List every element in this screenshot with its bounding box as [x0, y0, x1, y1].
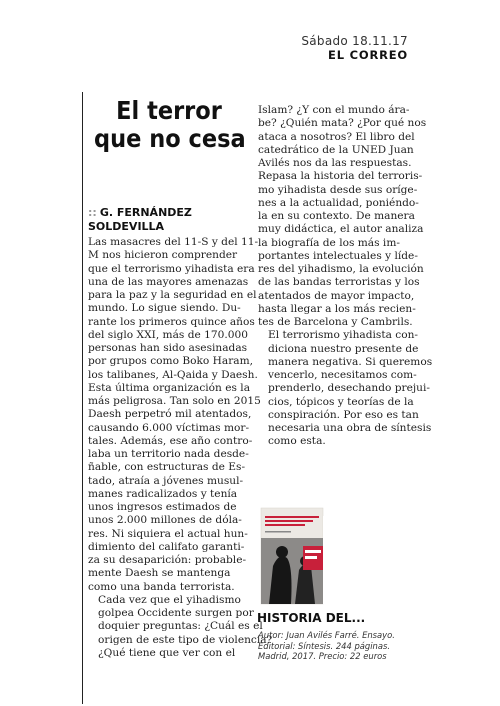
byline: [88, 206, 248, 234]
article-column-2: [258, 104, 433, 449]
text-line: prenderlo, desechando prejui-: [268, 382, 430, 395]
text-line: los talibanes, Al-Qaida y Daesh.: [88, 368, 258, 381]
text-line: res. Ni siquiera el actual hun-: [88, 527, 248, 540]
text-line: za su desaparición: probable-: [88, 554, 247, 566]
book-cover-illustration: [255, 506, 353, 606]
text-line: ataca a nosotros? El libro del: [258, 130, 415, 143]
paragraph: [88, 236, 261, 594]
text-line: catedrático de la UNED Juan: [258, 143, 414, 156]
text-line: origen de este tipo de violencia?: [98, 633, 273, 646]
text-line: la en su contexto. De manera: [258, 210, 415, 222]
newspaper-name: EL CORREO: [328, 48, 408, 62]
text-line: del siglo XXI, más de 170.000: [88, 328, 248, 341]
text-line: Esta última organización es la: [88, 381, 251, 394]
text-line: ¿Qué tiene que ver con el: [98, 646, 236, 659]
text-line: hasta llegar a los más recien-: [258, 302, 416, 315]
text-line: mo yihadista desde sus oríge-: [258, 183, 418, 196]
text-line: cios, tópicos y teorías de la: [268, 395, 414, 408]
article-column-1: [88, 236, 273, 660]
text-line: diciona nuestro presente de: [268, 342, 419, 355]
text-line: doquier preguntas: ¿Cuál es el: [98, 620, 263, 633]
paragraph: [258, 104, 427, 329]
issue-date: Sábado 18.11.17: [301, 34, 408, 48]
text-line: Las masacres del 11-S y del 11-: [88, 236, 259, 248]
caption-line: Autor: Juan Avilés Farré. Ensayo.: [258, 630, 395, 640]
article-title: [94, 97, 244, 153]
text-line: como una banda terrorista.: [88, 580, 235, 593]
caption-line: Editorial: Síntesis. 244 páginas.: [258, 640, 391, 651]
text-line: vencerlo, necesitamos com-: [268, 369, 417, 381]
text-line: como esta.: [268, 435, 326, 448]
text-line: dimiento del califato garanti-: [88, 540, 245, 553]
text-line: unos ingresos estimados de: [88, 501, 237, 513]
text-line: necesaria una obra de síntesis: [268, 422, 432, 434]
text-line: que el terrorismo yihadista era: [88, 262, 255, 275]
title-line: que no cesa: [94, 124, 246, 153]
caption-line: Madrid, 2017. Precio: 22 euros: [258, 651, 387, 661]
text-line: personas han sido asesinadas: [88, 342, 248, 354]
byline-line: G. FERNÁNDEZ: [99, 206, 192, 219]
text-line: Daesh perpetró mil atentados,: [88, 408, 252, 421]
title-line: El terror: [116, 96, 222, 125]
text-line: laba un territorio nada desde-: [88, 448, 249, 460]
book-caption-title: HISTORIA DEL...: [257, 611, 366, 625]
text-line: El terrorismo yihadista con-: [268, 329, 418, 342]
byline-mark: ::: [88, 206, 97, 219]
text-line: causando 6.000 víctimas mor-: [88, 421, 250, 434]
text-line: res del yihadismo, la evolución: [258, 263, 424, 275]
text-line: mente Daesh se mantenga: [88, 567, 231, 580]
text-line: Repasa la historia del terroris-: [258, 170, 423, 183]
text-line: golpea Occidente surgen por: [98, 607, 254, 619]
text-line: de las bandas terroristas y los: [258, 276, 420, 289]
byline-line: SOLDEVILLA: [88, 220, 165, 233]
text-line: nes a la actualidad, poniéndo-: [258, 196, 419, 209]
text-line: tes de Barcelona y Cambrils.: [258, 316, 413, 328]
text-line: conspiración. Por eso es tan: [268, 408, 419, 421]
text-line: portantes intelectuales y líde-: [258, 249, 418, 262]
text-line: mundo. Lo sigue siendo. Du-: [88, 302, 241, 315]
text-line: be? ¿Quién mata? ¿Por qué nos: [258, 117, 427, 130]
text-line: tado, atraía a jóvenes musul-: [88, 474, 244, 487]
text-line: Islam? ¿Y con el mundo ára-: [258, 104, 410, 116]
text-line: una de las mayores amenazas: [88, 275, 249, 288]
text-line: muy didáctica, el autor analiza: [258, 223, 424, 236]
text-line: tales. Además, ese año contro-: [88, 434, 253, 447]
text-line: más peligrosa. Tan solo en 2015: [88, 395, 261, 407]
column-rule: [82, 92, 83, 704]
paragraph: [258, 329, 433, 448]
text-line: atentados de mayor impacto,: [258, 289, 415, 302]
text-line: Avilés nos da las respuestas.: [258, 157, 412, 169]
text-line: M nos hicieron comprender: [88, 249, 238, 262]
text-line: para la paz y la seguridad en el: [88, 289, 257, 301]
text-line: rante los primeros quince años: [88, 315, 255, 328]
book-caption: [258, 630, 418, 662]
text-line: ñable, con estructuras de Es-: [88, 461, 246, 474]
book-cover-image: [255, 506, 353, 606]
paragraph: [88, 593, 273, 660]
text-line: manera negativa. Si queremos: [268, 355, 433, 368]
text-line: unos 2.000 millones de dóla-: [88, 514, 242, 527]
text-line: por grupos como Boko Haram,: [88, 355, 253, 368]
text-line: la biografía de los más im-: [258, 236, 400, 249]
text-line: Cada vez que el yihadismo: [98, 593, 241, 606]
text-line: manes radicalizados y tenía: [88, 487, 238, 500]
